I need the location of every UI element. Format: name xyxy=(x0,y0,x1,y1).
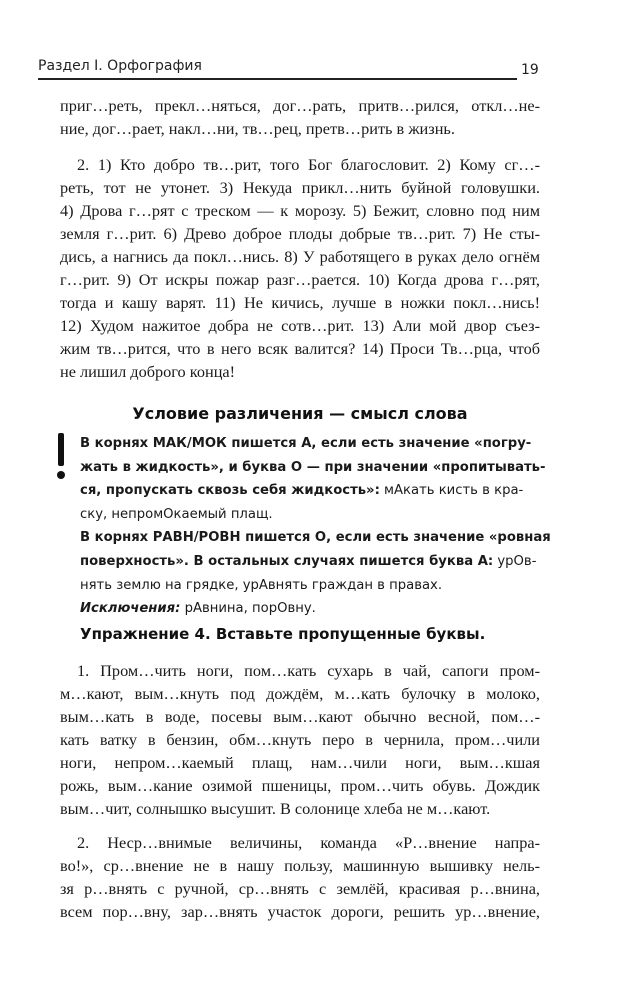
text-line: кать ватку в бензин, обм…кнуть перо в чернила, пром…чили xyxy=(60,730,540,749)
text-line: ноги, непром…каемый плащ, нам…чили ноги, вым…кшая xyxy=(60,753,540,772)
page-number: 19 xyxy=(521,62,539,78)
text-line: всем пор…вну, зар…внять участок дороги, решить ур…внение, xyxy=(60,902,540,921)
exceptions-label: Исключения: xyxy=(80,601,181,617)
text-line: во!», ср…внение не в нашу пользу, машинную вышивку нель- xyxy=(60,856,540,875)
rule-line xyxy=(80,550,560,574)
text-line: жим тв…рится, что в него всяк валится? 14) Проси Тв…рца, чтоб xyxy=(60,339,540,358)
text-line: 12) Худом нажитое добра не сотв…рит. 13) Али мой двор съез- xyxy=(60,316,540,335)
text-line: тогда и кашу варят. 11) Не кичись, лучше в ножки покл…нись! xyxy=(60,293,540,312)
text-line: 1. Пром…чить ноги, пом…кать сухарь в чай, сапоги пром- xyxy=(77,661,540,680)
rule-line: ску, непромОкаемый плащ. xyxy=(80,506,273,522)
rule-line: В корнях МАК/МОК пишется А, если есть значение «погру- xyxy=(80,436,532,451)
text-line: м…кают, вым…кнуть под дождём, м…кать булочку в молоко, xyxy=(60,684,540,703)
text-line: 2. Неср…внимые величины, команда «Р…внение напра- xyxy=(77,833,540,852)
text-line: земля г…рит. 6) Древо доброе плоды добрые тв…рит. 7) Не сты- xyxy=(60,224,540,243)
text-line: г…рит. 9) От искры пожар разг…рается. 10) Когда дрова г…рят, xyxy=(60,270,540,289)
section-heading: Условие различения — смысл слова xyxy=(132,404,468,423)
top-paragraph xyxy=(60,94,540,140)
rule-line xyxy=(80,479,560,503)
text-line: вым…кать в воде, посевы вым…кают обычно весной, пом…- xyxy=(60,707,540,726)
text-line: дись, а нагнись да покл…нись. 8) У работящего в руках дело огнём xyxy=(60,247,540,266)
rule-bold-text: поверхность». В остальных случаях пишется буква А: xyxy=(80,553,494,569)
text-line: 2. 1) Кто добро тв…рит, того Бог благословит. 2) Кому сг…- xyxy=(77,155,540,174)
exercise-4-paragraph-1 xyxy=(60,659,540,820)
exercise-4-title: Упражнение 4. Вставьте пропущенные буквы. xyxy=(80,625,486,643)
rule-example: мАкать кисть в кра- xyxy=(379,483,524,499)
text-line: не лишил доброго конца! xyxy=(60,362,236,381)
rule-example: урОв- xyxy=(493,553,537,569)
text-line: приг…реть, прекл…няться, дог…рать, притв…рился, откл…не- xyxy=(60,96,540,115)
exclamation-icon xyxy=(58,433,64,466)
text-line: зя р…внять с ручной, ср…внять с землёй, красивая р…внина, xyxy=(60,879,540,898)
exercise-2-text xyxy=(60,153,540,383)
rule-bold-text: ся, пропускать сквозь себя жидкость»: xyxy=(80,483,380,499)
text-line: вым…чит, солнышко высушит. В солонице хлеба не м…кают. xyxy=(60,799,491,818)
header-rule xyxy=(38,78,517,80)
text-line: реть, тот не утонет. 3) Некуда прикл…нить буйной головушки. xyxy=(60,178,540,197)
rule-line: нять землю на грядке, урАвнять граждан в правах. xyxy=(80,577,443,593)
rule-box xyxy=(80,432,560,621)
exercise-4-paragraph-2 xyxy=(60,831,540,923)
rule-exceptions xyxy=(80,597,560,621)
section-title: Раздел I. Орфография xyxy=(38,58,202,74)
rule-line: жать в жидкость», и буква О — при значении «пропитывать- xyxy=(80,459,546,475)
exceptions-text: рАвнина, порОвну. xyxy=(180,601,316,617)
exclamation-dot-icon xyxy=(57,471,65,479)
rule-line: В корнях РАВН/РОВН пишется О, если есть значение «ровная xyxy=(80,530,551,546)
text-line: ние, дог…рает, накл…ни, тв…рец, претв…рить в жизнь. xyxy=(60,119,455,138)
text-line: рожь, вым…кание озимой пшеницы, пром…чить обувь. Дождик xyxy=(60,776,540,795)
text-line: 4) Дрова г…рят с треском — к морозу. 5) Бежит, словно под ним xyxy=(60,201,540,220)
